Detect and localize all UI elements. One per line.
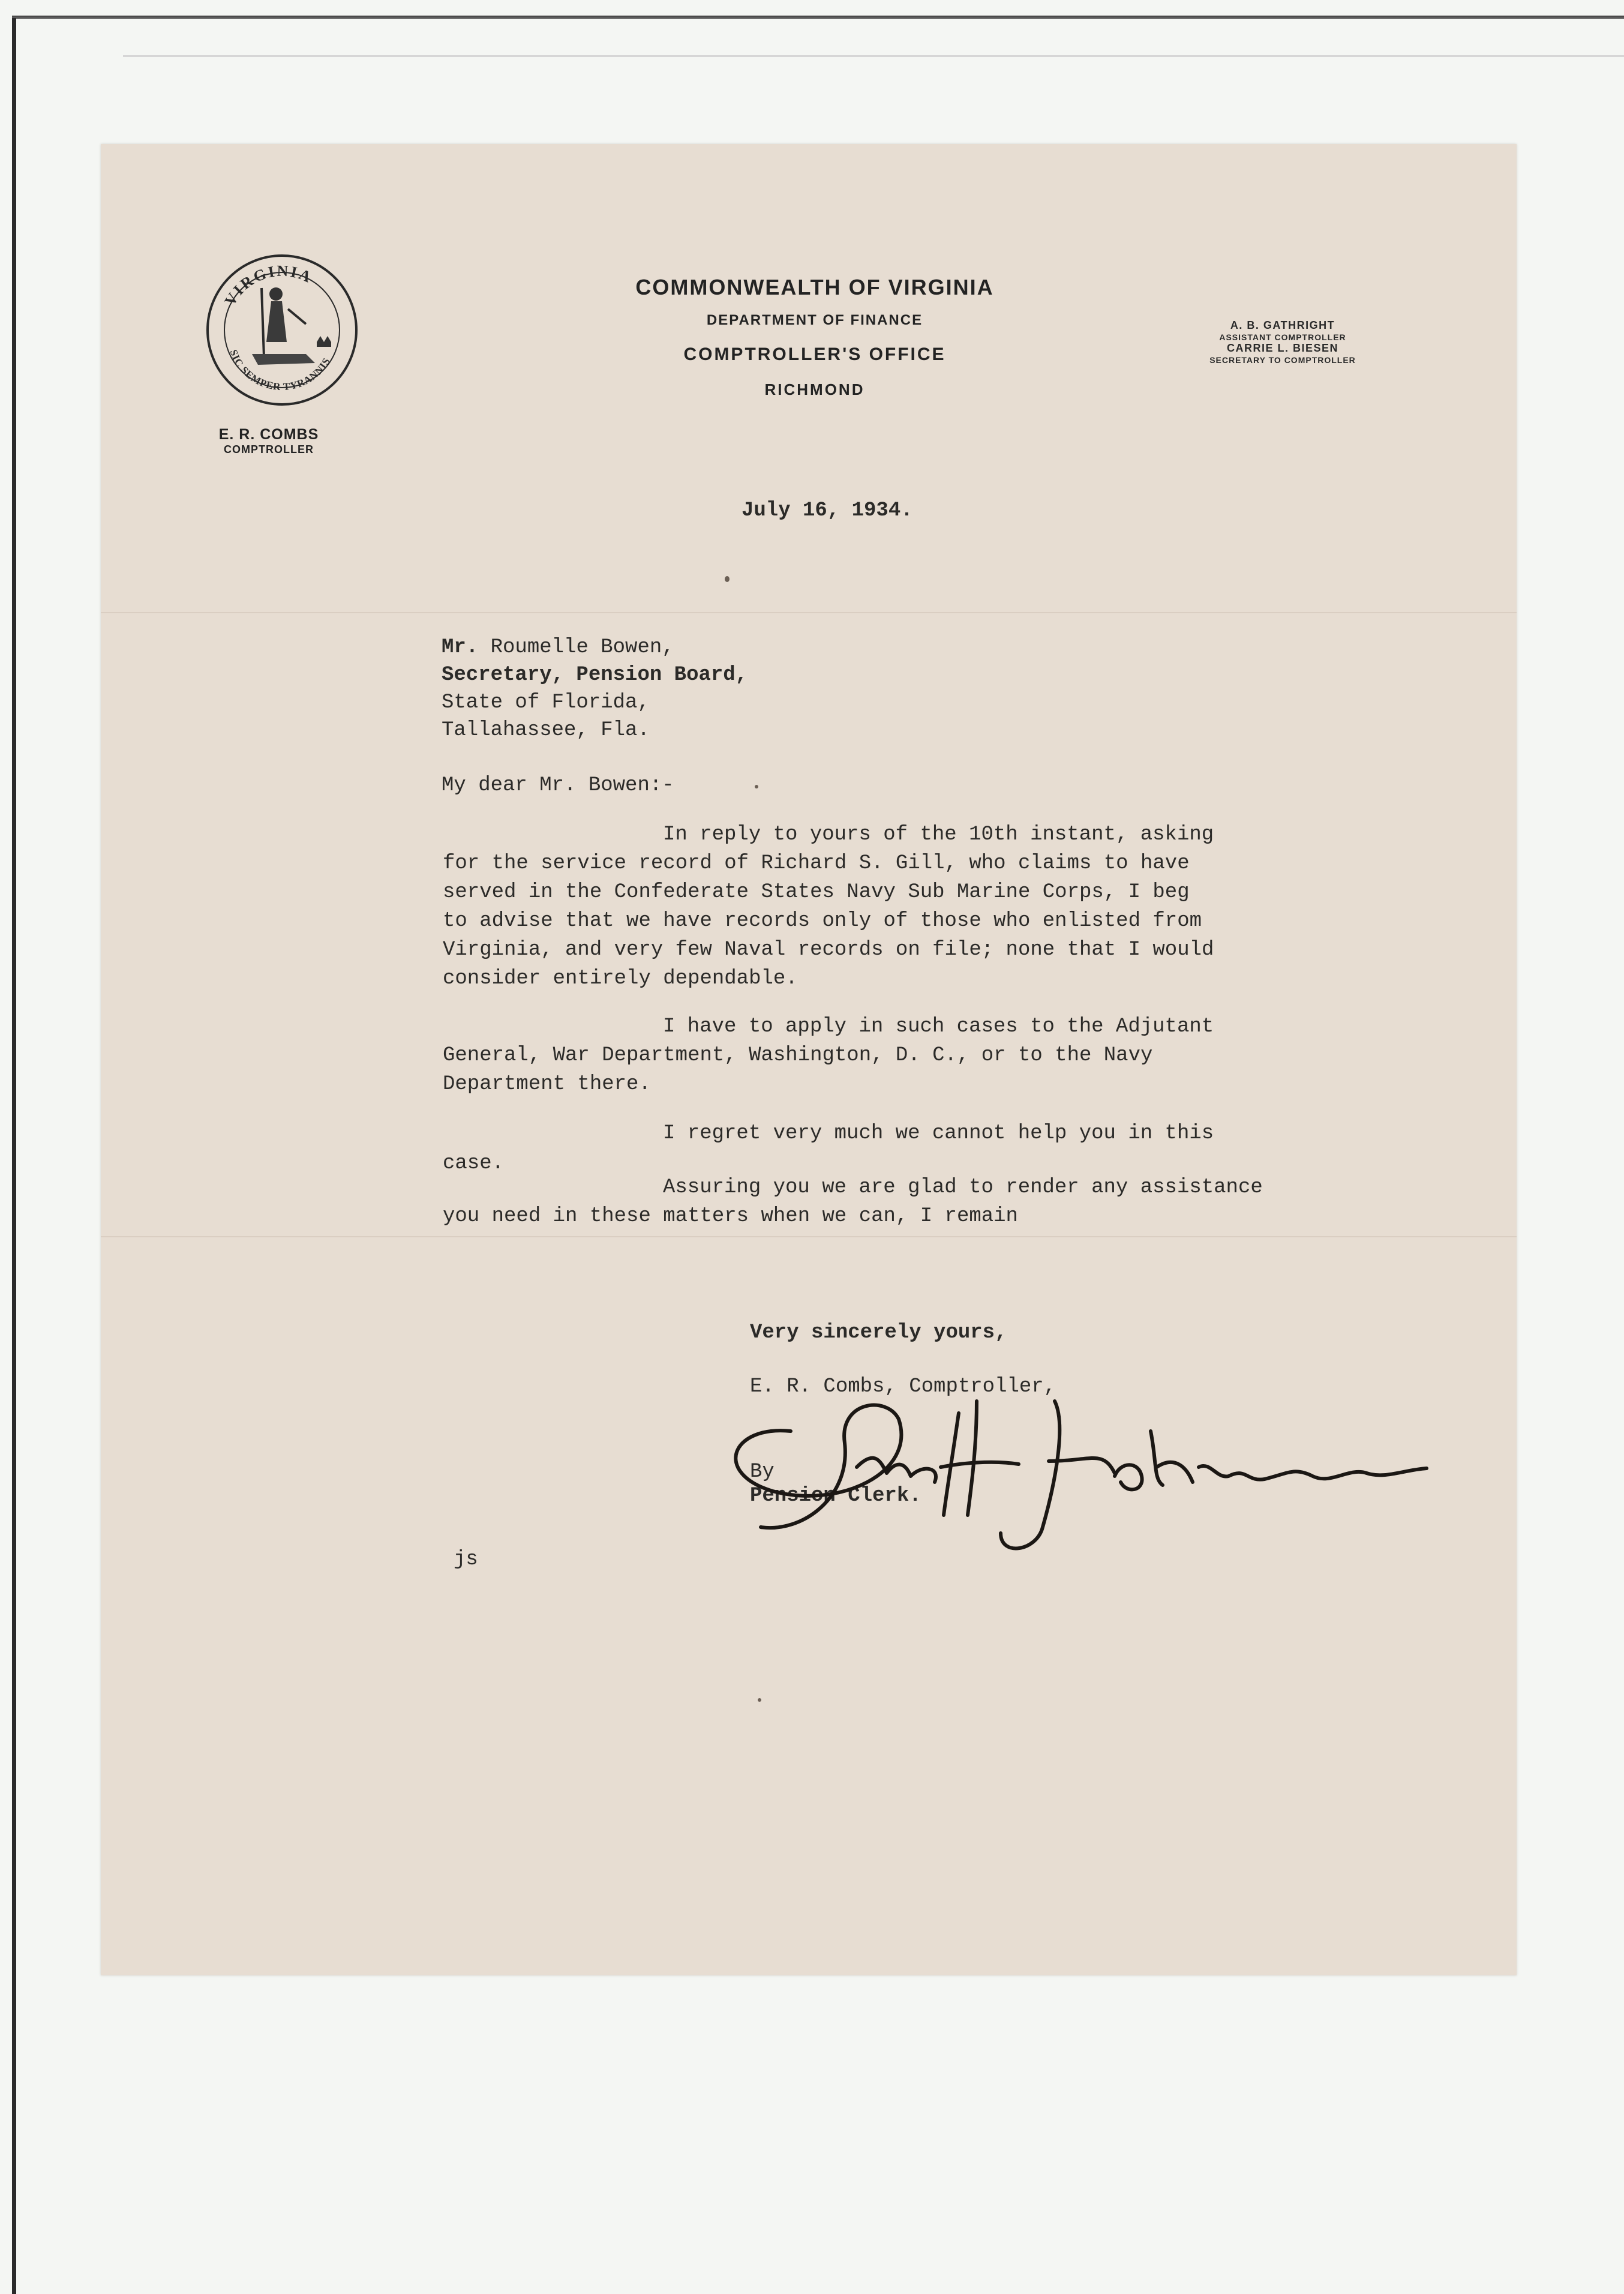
secretary-name: CARRIE L. BIESEN — [1226, 342, 1339, 355]
typist-initials: js — [454, 1548, 478, 1571]
body-line: served in the Confederate States Navy Sub Marine Corps, I beg — [443, 881, 1190, 904]
salutation: My dear Mr. Bowen:- — [442, 774, 674, 797]
body-line: In reply to yours of the 10th instant, asking — [663, 823, 1214, 846]
recipient-line-4: Tallahassee, Fla. — [442, 719, 650, 742]
body-line: Department there. — [443, 1073, 651, 1096]
signature-block-by: By — [750, 1461, 775, 1483]
letterhead-center — [527, 275, 1103, 399]
letterhead-line-city: RICHMOND — [764, 380, 865, 398]
recipient-line-2: Secretary, Pension Board, — [442, 664, 748, 686]
signature-block-name: E. R. Combs, Comptroller, — [750, 1375, 1056, 1398]
closing: Very sincerely yours, — [750, 1321, 1007, 1344]
letterhead-right — [1163, 319, 1403, 365]
body-line: I regret very much we cannot help you in this — [663, 1122, 1214, 1145]
body-line: for the service record of Richard S. Gill, who claims to have — [443, 852, 1190, 875]
svg-text:VIRGINIA: VIRGINIA — [221, 262, 316, 309]
paper-speck — [755, 785, 758, 788]
paper-fold — [101, 612, 1517, 613]
body-line: to advise that we have records only of those who enlisted from — [443, 910, 1202, 932]
comptroller-name: E. R. COMBS — [218, 426, 319, 443]
virginia-seal-icon — [204, 252, 360, 408]
paper-speck — [725, 576, 730, 582]
secretary-title: SECRETARY TO COMPTROLLER — [1209, 355, 1356, 365]
letter-date: July 16, 1934. — [742, 499, 913, 522]
body-line: General, War Department, Washington, D. C., or to the Navy — [443, 1044, 1153, 1067]
recipient-line-1: Mr. Roumelle Bowen, — [442, 636, 674, 659]
signature-block-title: Pension Clerk. — [750, 1485, 921, 1507]
assistant-title: ASSISTANT COMPTROLLER — [1219, 332, 1346, 342]
letterhead-line-office: COMPTROLLER'S OFFICE — [683, 344, 946, 364]
letterhead-line-department: DEPARTMENT OF FINANCE — [706, 312, 923, 328]
letterhead-line-commonwealth: COMMONWEALTH OF VIRGINIA — [635, 275, 994, 299]
paper-fold — [101, 1236, 1517, 1237]
assistant-name: A. B. GATHRIGHT — [1230, 319, 1335, 331]
body-line: you need in these matters when we can, I remain — [443, 1205, 1018, 1228]
paper-speck — [758, 1698, 761, 1702]
frame-left-edge — [12, 18, 16, 2294]
handwritten-signature — [719, 1377, 1559, 1557]
frame-inner-edge — [123, 55, 1624, 57]
body-line: Assuring you we are glad to render any assistance — [663, 1176, 1263, 1199]
body-line: consider entirely dependable. — [443, 967, 798, 990]
frame-top-edge — [12, 16, 1624, 19]
body-line: case. — [443, 1152, 505, 1175]
letter-page — [101, 144, 1517, 1975]
body-line: I have to apply in such cases to the Adjutant — [663, 1015, 1214, 1038]
comptroller-title: COMPTROLLER — [224, 443, 314, 455]
recipient-line-3: State of Florida, — [442, 691, 650, 714]
body-line: Virginia, and very few Naval records on file; none that I would — [443, 938, 1214, 961]
svg-text:SIC SEMPER TYRANNIS: SIC SEMPER TYRANNIS — [227, 348, 333, 393]
letterhead-left — [173, 426, 365, 456]
